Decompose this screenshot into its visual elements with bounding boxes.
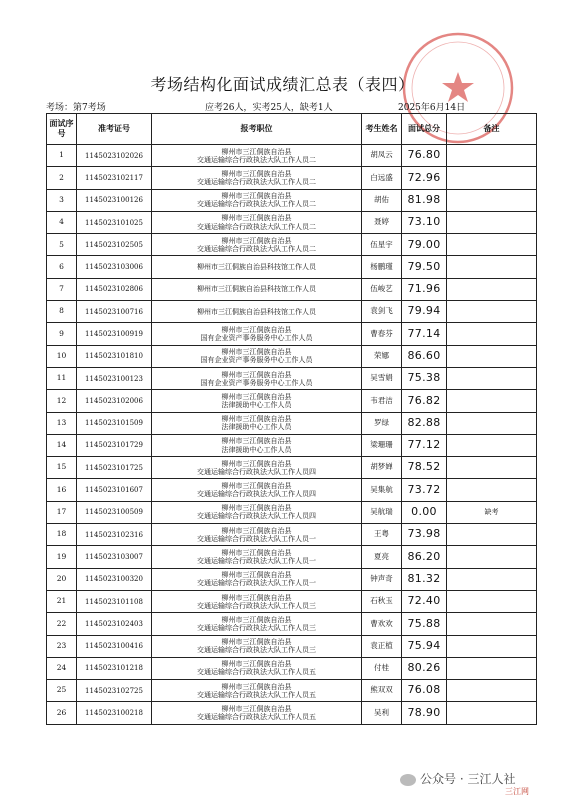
position-line-2: 交通运输综合行政执法大队工作人员三 — [197, 623, 316, 632]
wechat-account — [400, 770, 515, 787]
table-row — [47, 434, 537, 456]
cell-seq: 25 — [47, 680, 77, 702]
cell-note — [447, 256, 537, 278]
table-row — [47, 412, 537, 434]
position-line-1: 柳州市三江侗族自治县科技馆工作人员 — [197, 285, 316, 294]
position-line-1: 柳州市三江侗族自治县 — [221, 571, 292, 580]
cell-score: 76.08 — [402, 680, 447, 702]
cell-note: 缺考 — [447, 501, 537, 523]
cell-ticket: 1145023101218 — [77, 657, 152, 679]
cell-position — [152, 390, 362, 412]
cell-position — [152, 189, 362, 211]
cell-seq: 15 — [47, 457, 77, 479]
cell-position — [152, 501, 362, 523]
position-line-1: 柳州市三江侗族自治县 — [221, 526, 292, 535]
cell-note — [447, 278, 537, 300]
table-row — [47, 457, 537, 479]
position-line-2: 交通运输综合行政执法大队工作人员一 — [197, 579, 316, 588]
header-ticket: 准考证号 — [77, 114, 152, 145]
position-line-1: 柳州市三江侗族自治县 — [221, 415, 292, 424]
cell-note — [447, 412, 537, 434]
exam-room: 考场：第7考场 — [46, 103, 106, 113]
table-row — [47, 301, 537, 323]
table-row — [47, 635, 537, 657]
cell-position — [152, 434, 362, 456]
cell-name: 曹春芬 — [362, 323, 402, 345]
cell-name: 胡佑 — [362, 189, 402, 211]
cell-note — [447, 524, 537, 546]
cell-ticket: 1145023100416 — [77, 635, 152, 657]
table-row — [47, 367, 537, 389]
cell-note — [447, 234, 537, 256]
table-row — [47, 613, 537, 635]
cell-score: 80.26 — [402, 657, 447, 679]
position-line-2: 交通运输综合行政执法大队工作人员五 — [197, 668, 316, 677]
cell-name: 吴集航 — [362, 479, 402, 501]
cell-score: 75.88 — [402, 613, 447, 635]
cell-seq: 10 — [47, 345, 77, 367]
cell-score: 76.80 — [402, 145, 447, 167]
cell-ticket: 1145023100123 — [77, 367, 152, 389]
cell-ticket: 1145023101607 — [77, 479, 152, 501]
cell-name: 曹欢欢 — [362, 613, 402, 635]
cell-name: 吴利 — [362, 702, 402, 724]
cell-ticket: 1145023102725 — [77, 680, 152, 702]
position-line-1: 柳州市三江侗族自治县 — [221, 459, 292, 468]
cell-name: 胡凤云 — [362, 145, 402, 167]
watermark: 三江网 — [505, 787, 529, 796]
position-line-1: 柳州市三江侗族自治县 — [221, 705, 292, 714]
cell-position — [152, 145, 362, 167]
cell-name: 聂婷 — [362, 211, 402, 233]
cell-note — [447, 568, 537, 590]
cell-score: 86.20 — [402, 546, 447, 568]
position-line-2: 法律援助中心工作人员 — [221, 445, 292, 454]
cell-name: 王粤 — [362, 524, 402, 546]
cell-name: 夏亮 — [362, 546, 402, 568]
cell-score: 72.96 — [402, 167, 447, 189]
cell-ticket: 1145023102117 — [77, 167, 152, 189]
position-line-2: 国有企业资产事务服务中心工作人员 — [200, 356, 313, 365]
table-row — [47, 680, 537, 702]
cell-name: 伍星宇 — [362, 234, 402, 256]
cell-note — [447, 390, 537, 412]
table-row — [47, 590, 537, 612]
cell-score: 81.32 — [402, 568, 447, 590]
cell-note — [447, 457, 537, 479]
cell-position — [152, 167, 362, 189]
cell-note — [447, 323, 537, 345]
table-row — [47, 568, 537, 590]
cell-position — [152, 345, 362, 367]
cell-seq: 16 — [47, 479, 77, 501]
position-line-2: 交通运输综合行政执法大队工作人员四 — [197, 490, 316, 499]
cell-note — [447, 635, 537, 657]
cell-seq: 7 — [47, 278, 77, 300]
cell-score: 77.12 — [402, 434, 447, 456]
cell-name: 伍峻艺 — [362, 278, 402, 300]
cell-name: 熊双双 — [362, 680, 402, 702]
cell-name: 石秋玉 — [362, 590, 402, 612]
header-name: 考生姓名 — [362, 114, 402, 145]
position-line-2: 交通运输综合行政执法大队工作人员二 — [197, 155, 316, 164]
position-line-1: 柳州市三江侗族自治县 — [221, 147, 292, 156]
cell-ticket: 1145023100126 — [77, 189, 152, 211]
attendance-summary: 应考26人，实考25人，缺考1人 — [205, 103, 333, 113]
cell-position — [152, 412, 362, 434]
cell-note — [447, 301, 537, 323]
cell-seq: 1 — [47, 145, 77, 167]
cell-name: 荣娜 — [362, 345, 402, 367]
cell-position — [152, 301, 362, 323]
cell-score: 71.96 — [402, 278, 447, 300]
cell-name: 梁珊珊 — [362, 434, 402, 456]
position-line-2: 交通运输综合行政执法大队工作人员二 — [197, 177, 316, 186]
wechat-icon — [400, 774, 416, 786]
position-line-2: 法律援助中心工作人员 — [221, 400, 292, 409]
cell-note — [447, 189, 537, 211]
cell-score: 73.10 — [402, 211, 447, 233]
cell-position — [152, 457, 362, 479]
cell-note — [447, 479, 537, 501]
cell-ticket: 1145023102026 — [77, 145, 152, 167]
cell-name: 吴雪娟 — [362, 367, 402, 389]
cell-seq: 22 — [47, 613, 77, 635]
position-line-1: 柳州市三江侗族自治县 — [221, 482, 292, 491]
position-line-2: 交通运输综合行政执法大队工作人员五 — [197, 713, 316, 722]
cell-position — [152, 479, 362, 501]
score-table — [46, 113, 537, 725]
cell-seq: 14 — [47, 434, 77, 456]
cell-seq: 26 — [47, 702, 77, 724]
cell-name: 袁剑飞 — [362, 301, 402, 323]
position-line-1: 柳州市三江侗族自治县 — [221, 548, 292, 557]
cell-ticket: 1145023103006 — [77, 256, 152, 278]
position-line-2: 交通运输综合行政执法大队工作人员四 — [197, 467, 316, 476]
cell-seq: 6 — [47, 256, 77, 278]
cell-position — [152, 323, 362, 345]
cell-ticket: 1145023102403 — [77, 613, 152, 635]
position-line-2: 法律援助中心工作人员 — [221, 423, 292, 432]
cell-note — [447, 702, 537, 724]
header-seq: 面试序号 — [47, 114, 77, 145]
cell-position — [152, 613, 362, 635]
table-row — [47, 189, 537, 211]
position-line-2: 国有企业资产事务服务中心工作人员 — [200, 378, 313, 387]
cell-note — [447, 613, 537, 635]
table-row — [47, 657, 537, 679]
cell-score: 76.82 — [402, 390, 447, 412]
cell-score: 73.72 — [402, 479, 447, 501]
position-line-2: 交通运输综合行政执法大队工作人员五 — [197, 690, 316, 699]
position-line-1: 柳州市三江侗族自治县 — [221, 593, 292, 602]
cell-note — [447, 434, 537, 456]
cell-seq: 19 — [47, 546, 77, 568]
position-line-1: 柳州市三江侗族自治县 — [221, 437, 292, 446]
cell-ticket: 1145023102505 — [77, 234, 152, 256]
position-line-1: 柳州市三江侗族自治县 — [221, 638, 292, 647]
position-line-2: 交通运输综合行政执法大队工作人员二 — [197, 200, 316, 209]
cell-name: 胡梦婵 — [362, 457, 402, 479]
cell-ticket: 1145023102806 — [77, 278, 152, 300]
account-label: 公众号 · 三江人社 — [420, 772, 516, 786]
cell-position — [152, 234, 362, 256]
position-line-1: 柳州市三江侗族自治县 — [221, 192, 292, 201]
cell-position — [152, 278, 362, 300]
table-row — [47, 501, 537, 523]
cell-seq: 4 — [47, 211, 77, 233]
page-title: 考场结构化面试成绩汇总表（表四） — [150, 75, 415, 94]
position-line-1: 柳州市三江侗族自治县 — [221, 615, 292, 624]
table-row — [47, 345, 537, 367]
cell-score: 82.88 — [402, 412, 447, 434]
cell-position — [152, 635, 362, 657]
cell-ticket: 1145023102006 — [77, 390, 152, 412]
position-line-1: 柳州市三江侗族自治县 — [221, 682, 292, 691]
cell-score: 75.38 — [402, 367, 447, 389]
cell-score: 79.50 — [402, 256, 447, 278]
position-line-1: 柳州市三江侗族自治县科技馆工作人员 — [197, 307, 316, 316]
cell-seq: 17 — [47, 501, 77, 523]
table-row — [47, 145, 537, 167]
cell-ticket: 1145023101025 — [77, 211, 152, 233]
cell-note — [447, 367, 537, 389]
cell-seq: 9 — [47, 323, 77, 345]
cell-name: 吴航瑞 — [362, 501, 402, 523]
cell-seq: 11 — [47, 367, 77, 389]
cell-position — [152, 546, 362, 568]
cell-score: 81.98 — [402, 189, 447, 211]
position-line-2: 交通运输综合行政执法大队工作人员一 — [197, 534, 316, 543]
position-line-1: 柳州市三江侗族自治县 — [221, 392, 292, 401]
position-line-1: 柳州市三江侗族自治县 — [221, 660, 292, 669]
table-row — [47, 211, 537, 233]
position-line-1: 柳州市三江侗族自治县 — [221, 236, 292, 245]
cell-ticket: 1145023101108 — [77, 590, 152, 612]
position-line-2: 交通运输综合行政执法大队工作人员四 — [197, 512, 316, 521]
cell-note — [447, 167, 537, 189]
cell-position — [152, 702, 362, 724]
position-line-2: 交通运输综合行政执法大队工作人员二 — [197, 244, 316, 253]
header-position: 报考职位 — [152, 114, 362, 145]
cell-ticket: 1145023100509 — [77, 501, 152, 523]
table-row — [47, 479, 537, 501]
table-row — [47, 278, 537, 300]
cell-score: 78.90 — [402, 702, 447, 724]
cell-score: 73.98 — [402, 524, 447, 546]
position-line-2: 国有企业资产事务服务中心工作人员 — [200, 334, 313, 343]
cell-score: 78.52 — [402, 457, 447, 479]
cell-seq: 5 — [47, 234, 77, 256]
table-row — [47, 167, 537, 189]
cell-note — [447, 590, 537, 612]
cell-note — [447, 145, 537, 167]
cell-position — [152, 568, 362, 590]
cell-note — [447, 680, 537, 702]
exam-date: 2025年6月14日 — [398, 103, 466, 113]
cell-score: 86.60 — [402, 345, 447, 367]
cell-name: 白远盛 — [362, 167, 402, 189]
table-row — [47, 546, 537, 568]
position-line-1: 柳州市三江侗族自治县科技馆工作人员 — [197, 263, 316, 272]
cell-note — [447, 546, 537, 568]
cell-score: 79.00 — [402, 234, 447, 256]
table-row — [47, 234, 537, 256]
cell-name: 罗绿 — [362, 412, 402, 434]
cell-seq: 20 — [47, 568, 77, 590]
cell-seq: 3 — [47, 189, 77, 211]
position-line-1: 柳州市三江侗族自治县 — [221, 370, 292, 379]
cell-position — [152, 256, 362, 278]
cell-score: 0.00 — [402, 501, 447, 523]
cell-ticket: 1145023100218 — [77, 702, 152, 724]
cell-ticket: 1145023102316 — [77, 524, 152, 546]
cell-score: 75.94 — [402, 635, 447, 657]
cell-score: 77.14 — [402, 323, 447, 345]
table-row — [47, 390, 537, 412]
cell-seq: 18 — [47, 524, 77, 546]
cell-name: 钟声奇 — [362, 568, 402, 590]
cell-ticket: 1145023101729 — [77, 434, 152, 456]
cell-position — [152, 590, 362, 612]
position-line-1: 柳州市三江侗族自治县 — [221, 214, 292, 223]
table-header-row — [47, 114, 537, 145]
cell-ticket: 1145023101509 — [77, 412, 152, 434]
cell-position — [152, 680, 362, 702]
cell-position — [152, 211, 362, 233]
cell-score: 79.94 — [402, 301, 447, 323]
cell-name: 袁正植 — [362, 635, 402, 657]
cell-ticket: 1145023101810 — [77, 345, 152, 367]
cell-name: 杨鹏瑾 — [362, 256, 402, 278]
table-row — [47, 702, 537, 724]
cell-position — [152, 367, 362, 389]
cell-seq: 21 — [47, 590, 77, 612]
cell-ticket: 1145023100919 — [77, 323, 152, 345]
cell-seq: 23 — [47, 635, 77, 657]
cell-position — [152, 524, 362, 546]
cell-name: 付桂 — [362, 657, 402, 679]
header-score: 面试总分 — [402, 114, 447, 145]
position-line-2: 交通运输综合行政执法大队工作人员一 — [197, 556, 316, 565]
position-line-2: 交通运输综合行政执法大队工作人员三 — [197, 601, 316, 610]
cell-seq: 24 — [47, 657, 77, 679]
cell-note — [447, 345, 537, 367]
cell-ticket: 1145023100320 — [77, 568, 152, 590]
table-row — [47, 256, 537, 278]
position-line-1: 柳州市三江侗族自治县 — [221, 504, 292, 513]
cell-ticket: 1145023100716 — [77, 301, 152, 323]
cell-name: 韦君洁 — [362, 390, 402, 412]
cell-note — [447, 211, 537, 233]
cell-ticket: 1145023103007 — [77, 546, 152, 568]
position-line-1: 柳州市三江侗族自治县 — [221, 169, 292, 178]
table-row — [47, 524, 537, 546]
cell-ticket: 1145023101725 — [77, 457, 152, 479]
position-line-2: 交通运输综合行政执法大队工作人员二 — [197, 222, 316, 231]
cell-note — [447, 657, 537, 679]
cell-seq: 8 — [47, 301, 77, 323]
cell-position — [152, 657, 362, 679]
cell-seq: 12 — [47, 390, 77, 412]
position-line-1: 柳州市三江侗族自治县 — [221, 325, 292, 334]
cell-seq: 2 — [47, 167, 77, 189]
cell-score: 72.40 — [402, 590, 447, 612]
position-line-1: 柳州市三江侗族自治县 — [221, 348, 292, 357]
header-note: 备注 — [447, 114, 537, 145]
cell-seq: 13 — [47, 412, 77, 434]
position-line-2: 交通运输综合行政执法大队工作人员三 — [197, 646, 316, 655]
table-row — [47, 323, 537, 345]
